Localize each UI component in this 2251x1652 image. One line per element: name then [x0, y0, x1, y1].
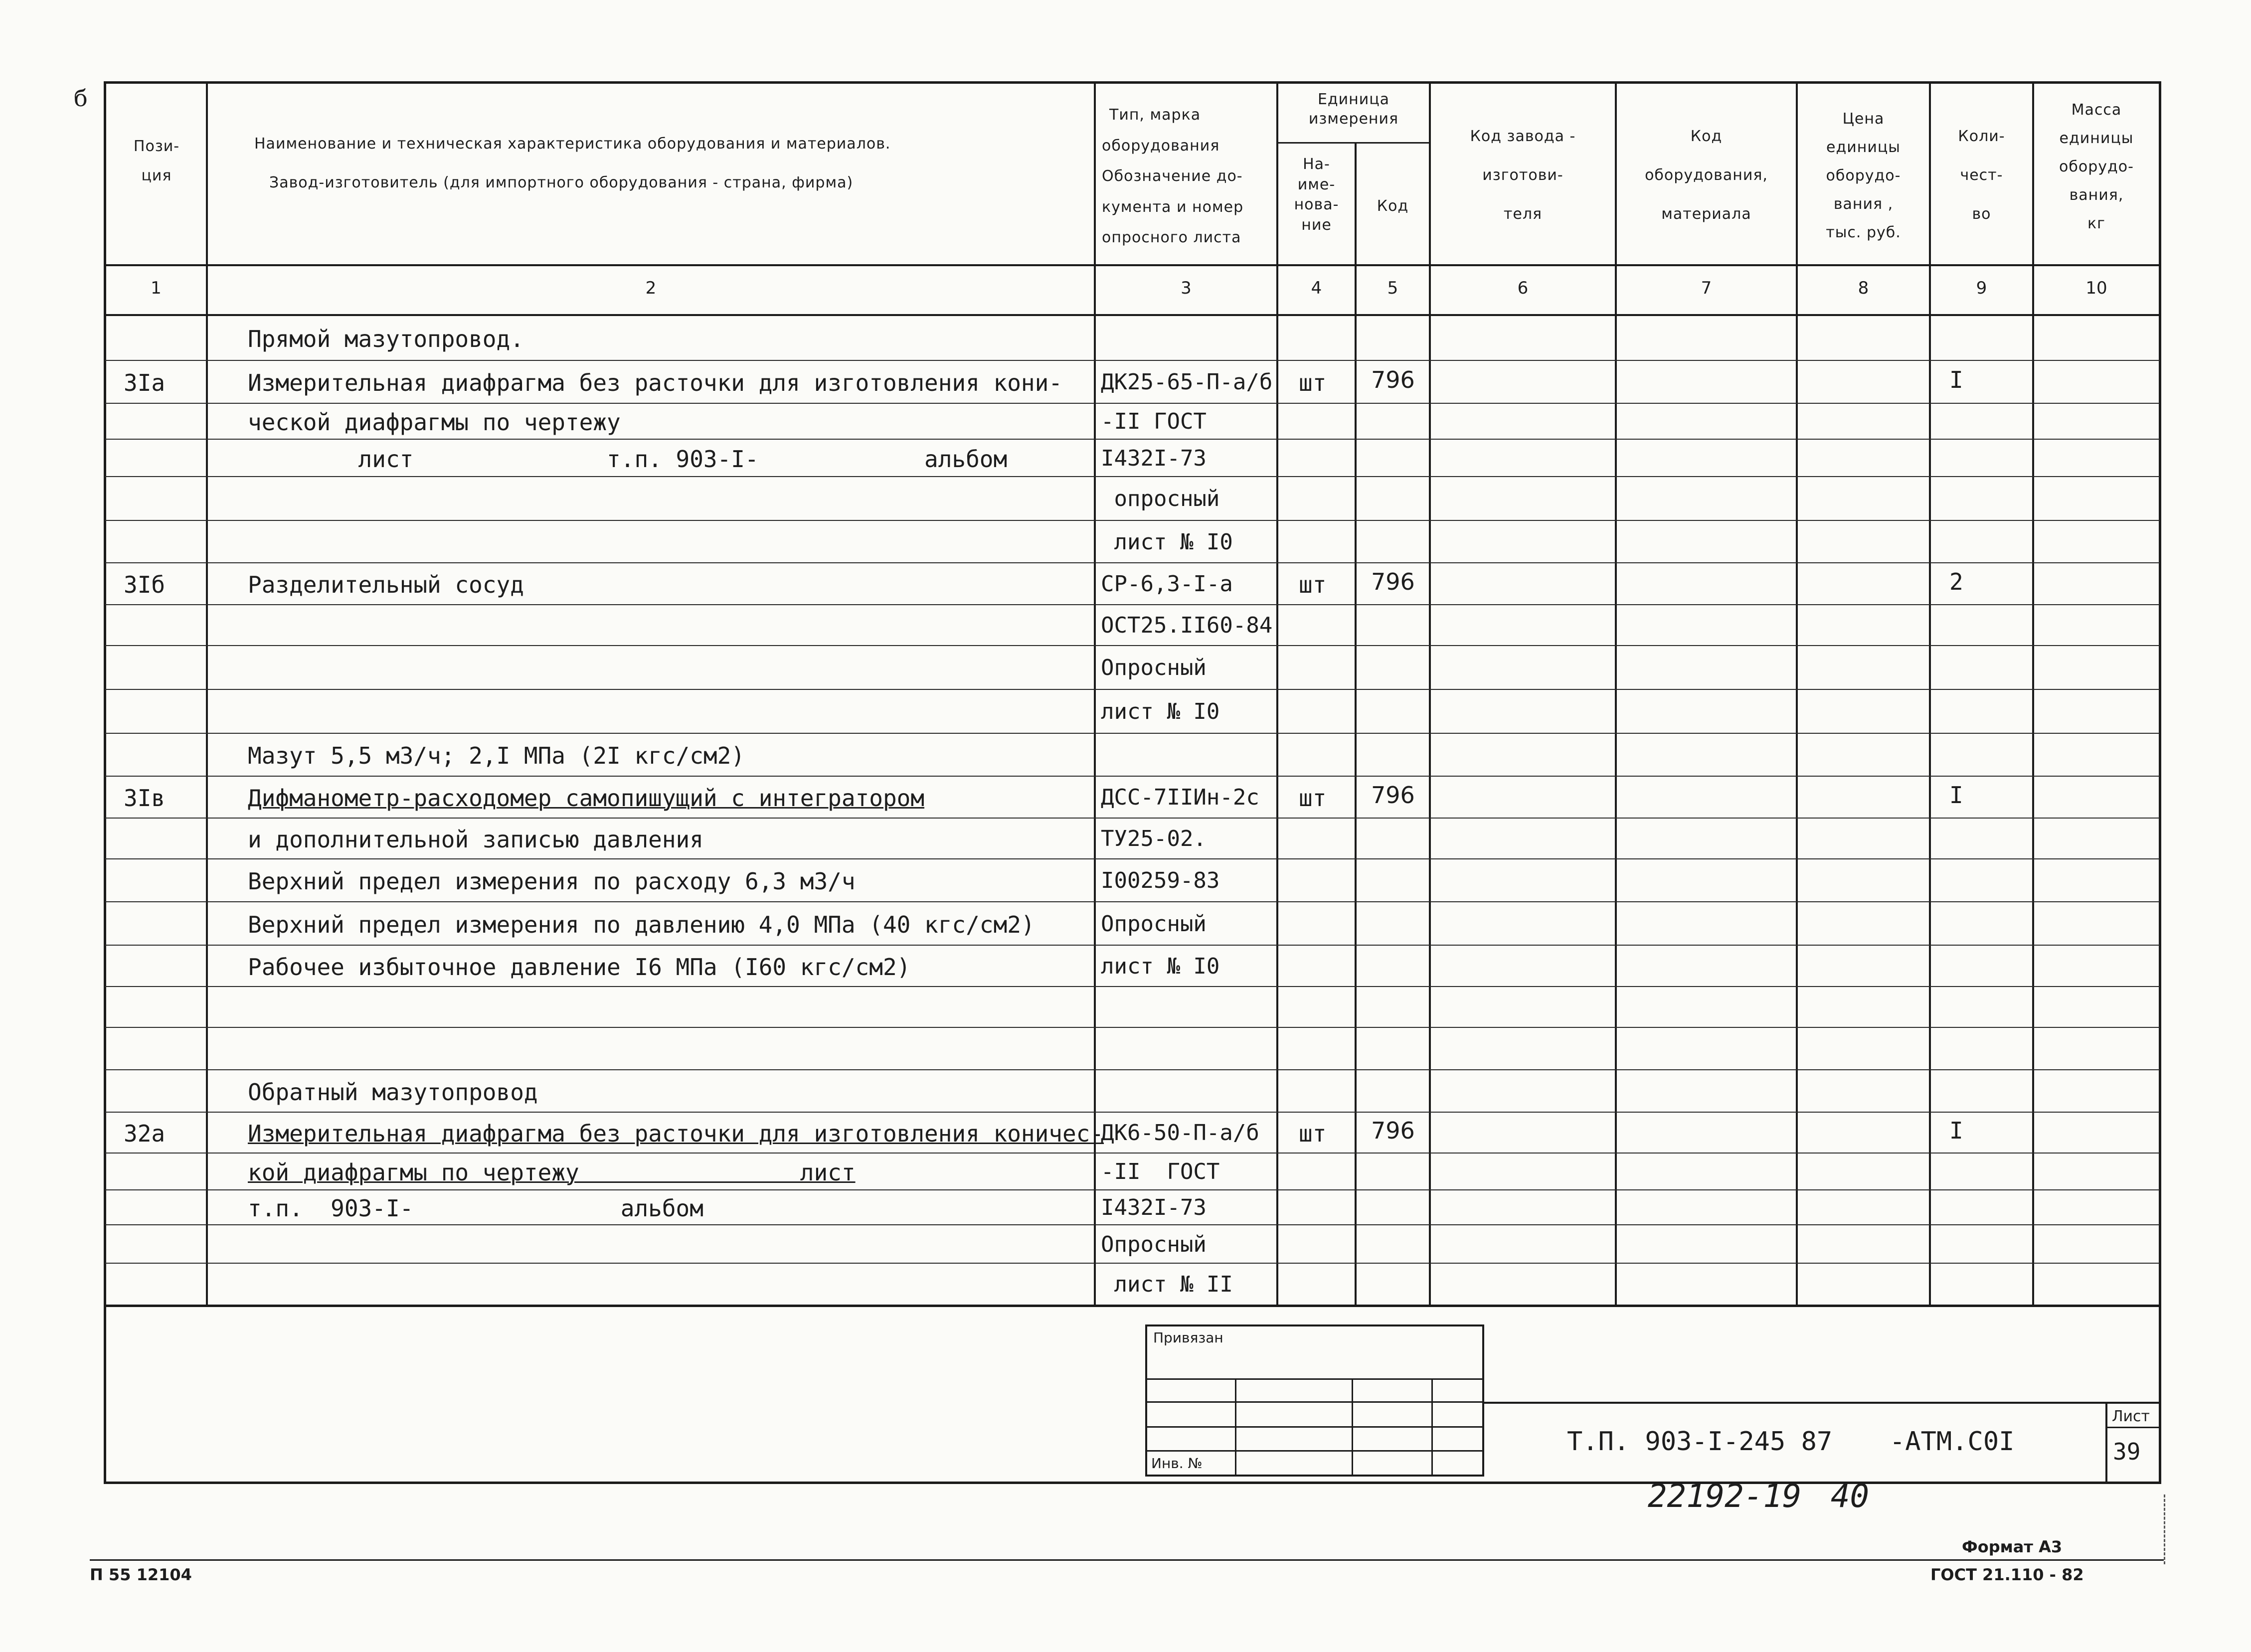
- row-quantity: I: [1949, 366, 1963, 393]
- row-divider: [105, 1069, 2160, 1070]
- row-type: I00259-83: [1101, 868, 1220, 893]
- col-sep-5: [1429, 81, 1431, 1306]
- header-quantity: [1931, 117, 2032, 234]
- header-type-line: кумента и номер: [1102, 198, 1244, 216]
- cut-mark: [2164, 1494, 2165, 1564]
- header-equipment-code-line: оборудования,: [1645, 166, 1768, 184]
- header-unit-name-line: ние: [1301, 216, 1332, 234]
- row-name: ческой диафрагмы по чертежу: [248, 409, 621, 436]
- row-type: ОСТ25.II60-84: [1101, 613, 1273, 638]
- header-unit-name-line: нова-: [1294, 196, 1339, 213]
- row-type: ДК25-65-П-а/б: [1101, 369, 1273, 395]
- stamp-line: [1147, 1426, 1484, 1428]
- row-name: Измерительная диафрагма без расточки для изготовления коничес-: [248, 1120, 1104, 1147]
- row-name: Дифманометр-расходомер самопишущий с интегратором: [248, 785, 925, 812]
- header-type-line: опросного листа: [1102, 229, 1241, 246]
- stamp-vline: [1431, 1378, 1433, 1477]
- column-number: 8: [1858, 278, 1869, 298]
- header-unit-name-line: име-: [1297, 175, 1336, 193]
- body-bottom-border: [105, 1305, 2161, 1307]
- col-sep-9: [2032, 81, 2034, 1306]
- row-type: ДСС-7IIИн-2с: [1101, 785, 1259, 810]
- row-unit: шт: [1299, 571, 1327, 598]
- header-mass-line: кг: [2087, 215, 2105, 232]
- doc-code: Т.П. 903-I-245 87: [1567, 1427, 1833, 1457]
- column-number: 3: [1181, 278, 1192, 298]
- row-divider: [105, 1189, 2160, 1190]
- row-divider: [105, 858, 2160, 859]
- header-position-line: ция: [141, 166, 172, 184]
- header-quantity-line: чест-: [1960, 166, 2003, 184]
- stamp-line: [1147, 1401, 1484, 1403]
- row-divider: [105, 776, 2160, 777]
- row-type: Опросный: [1101, 655, 1207, 680]
- row-divider: [105, 403, 2160, 404]
- row-unit: шт: [1299, 785, 1327, 812]
- row-divider: [105, 1263, 2160, 1264]
- row-name: Измерительная диафрагма без расточки для изготовления кони-: [248, 369, 1062, 396]
- row-position: 3Iа: [124, 369, 166, 396]
- header-price-line: оборудо-: [1826, 167, 1901, 184]
- header-factory-code-line: теля: [1503, 205, 1543, 223]
- stamp-inv-no: Инв. №: [1151, 1455, 1203, 1472]
- approval-stamp: [1145, 1324, 1484, 1477]
- doc-suffix: -АТМ.С0I: [1890, 1427, 2015, 1457]
- header-unit-group: [1278, 90, 1429, 129]
- row-type: -II ГОСТ: [1101, 409, 1207, 434]
- row-unit-code: 796: [1371, 1117, 1415, 1144]
- col-sep-4: [1355, 142, 1357, 1306]
- row-divider: [105, 645, 2160, 646]
- header-mass: [2034, 96, 2159, 238]
- header-price-line: вания ,: [1833, 195, 1894, 213]
- row-type: лист № I0: [1101, 954, 1220, 979]
- row-type: I432I-73: [1101, 446, 1207, 471]
- sheet-box-divider: [2105, 1427, 2159, 1428]
- row-quantity: 2: [1949, 568, 1963, 595]
- header-name-line: Наименование и техническая характеристика оборудования и материалов.: [254, 135, 891, 153]
- row-unit-code: 796: [1371, 568, 1415, 595]
- sheet-number: 39: [2113, 1438, 2141, 1465]
- footer-left-code: П 55 12104: [90, 1565, 192, 1584]
- stamp-vline: [1352, 1378, 1353, 1477]
- header-unit-group-line: Единица: [1317, 91, 1390, 108]
- row-divider: [105, 520, 2160, 521]
- row-name: Рабочее избыточное давление I6 МПа (I60 кгс/см2): [248, 954, 911, 981]
- sheet-label: Лист: [2112, 1408, 2150, 1425]
- row-position: 3Iб: [124, 571, 166, 598]
- header-unit-code: Код: [1377, 197, 1409, 215]
- row-divider: [105, 1153, 2160, 1154]
- row-divider: [105, 733, 2160, 734]
- column-number: 4: [1311, 278, 1322, 298]
- col-sep-3: [1276, 81, 1278, 1306]
- column-number: 5: [1387, 278, 1398, 298]
- row-type: ДК6-50-П-а/б: [1101, 1120, 1259, 1146]
- row-divider: [105, 689, 2160, 690]
- header-bottom-border: [105, 264, 2161, 266]
- header-type: [1102, 100, 1276, 253]
- row-quantity: I: [1949, 1117, 1963, 1144]
- handwritten-number: 22192-19: [1648, 1478, 1802, 1515]
- row-name: Мазут 5,5 м3/ч; 2,I МПа (2I кгс/см2): [248, 742, 745, 769]
- row-name: Верхний предел измерения по давлению 4,0 МПа (40 кгс/см2): [248, 911, 1035, 938]
- row-quantity: I: [1949, 782, 1963, 809]
- header-name: [254, 125, 1092, 202]
- row-divider: [105, 1224, 2160, 1225]
- footer-gost: ГОСТ 21.110 - 82: [1930, 1565, 2084, 1584]
- row-divider: [105, 439, 2160, 440]
- header-price-line: Цена: [1842, 110, 1885, 128]
- column-number: 2: [645, 278, 657, 298]
- row-name: лист т.п. 903-I- альбом: [248, 446, 1008, 473]
- row-type: Опросный: [1101, 911, 1207, 937]
- row-name: и дополнительной записью давления: [248, 826, 703, 853]
- row-name: Разделительный сосуд: [248, 571, 524, 598]
- header-mass-line: Масса: [2071, 101, 2122, 119]
- row-name: Обратный мазутопровод: [248, 1079, 538, 1106]
- row-divider: [105, 476, 2160, 477]
- header-type-line: оборудования: [1102, 137, 1220, 155]
- table-top-border: [105, 81, 2161, 84]
- column-number: 7: [1701, 278, 1712, 298]
- row-divider: [105, 945, 2160, 946]
- colnum-bottom-border: [105, 314, 2161, 316]
- row-divider: [105, 901, 2160, 902]
- header-equipment-code: [1617, 117, 1796, 234]
- row-divider: [105, 1027, 2160, 1028]
- header-mass-line: оборудо-: [2059, 158, 2134, 175]
- stamp-line: [1147, 1378, 1484, 1380]
- row-type: ТУ25-02.: [1101, 826, 1207, 851]
- col-sep-6: [1615, 81, 1617, 1306]
- header-unit-name-line: На-: [1303, 156, 1330, 173]
- row-type: лист № II: [1101, 1272, 1233, 1297]
- header-mass-line: вания,: [2069, 186, 2124, 204]
- row-type: I432I-73: [1101, 1195, 1207, 1220]
- header-factory-code: [1431, 117, 1615, 234]
- row-name: т.п. 903-I- альбом: [248, 1195, 703, 1222]
- row-divider: [105, 360, 2160, 361]
- row-position: 3Iв: [124, 785, 166, 812]
- row-type: Опросный: [1101, 1232, 1207, 1257]
- header-price-line: единицы: [1826, 139, 1901, 156]
- stamp-privyazan: Привязан: [1153, 1329, 1223, 1346]
- column-number: 10: [2085, 278, 2107, 298]
- row-type: лист № I0: [1101, 699, 1220, 724]
- row-name: Прямой мазутопровод.: [248, 326, 524, 352]
- row-name: Верхний предел измерения по расходу 6,3 м3/ч: [248, 868, 856, 895]
- sheet-box-left: [2105, 1402, 2107, 1482]
- row-unit-code: 796: [1371, 782, 1415, 809]
- header-price: [1798, 105, 1929, 247]
- footer-format: Формат А3: [1962, 1537, 2063, 1556]
- header-quantity-line: во: [1972, 205, 1991, 223]
- stamp-line: [1147, 1450, 1484, 1452]
- stamp-vline: [1235, 1378, 1236, 1477]
- col-sep-7: [1796, 81, 1798, 1306]
- header-type-line: Обозначение до-: [1102, 167, 1243, 185]
- header-quantity-line: Коли-: [1958, 128, 2005, 145]
- header-price-line: тыс. руб.: [1826, 224, 1901, 241]
- column-number: 9: [1976, 278, 1987, 298]
- column-number: 6: [1517, 278, 1529, 298]
- row-position: 32а: [124, 1120, 166, 1147]
- col-sep-8: [1929, 81, 1931, 1306]
- row-type: СР-6,3-I-а: [1101, 571, 1233, 597]
- unit-group-divider: [1277, 142, 1430, 144]
- col-sep-1: [206, 81, 208, 1306]
- column-number: 1: [151, 278, 162, 298]
- header-equipment-code-line: Код: [1690, 128, 1723, 145]
- row-divider: [105, 1112, 2160, 1113]
- corner-mark: б: [74, 85, 88, 112]
- header-position-line: Пози-: [133, 138, 180, 155]
- header-name-line: Завод-изготовитель (для импортного оборудования - страна, фирма): [269, 174, 854, 191]
- row-divider: [105, 562, 2160, 563]
- handwritten-page: 40: [1831, 1478, 1870, 1515]
- row-type: лист № I0: [1101, 529, 1233, 555]
- row-unit-code: 796: [1371, 366, 1415, 393]
- header-factory-code-line: изготови-: [1482, 166, 1563, 184]
- frame-right-border: [2159, 81, 2161, 1484]
- footer-rule: [90, 1559, 2164, 1561]
- header-position: [107, 132, 206, 190]
- header-unit-name: [1278, 155, 1355, 235]
- row-type: опросный: [1101, 486, 1220, 511]
- row-divider: [105, 604, 2160, 605]
- row-type: -II ГОСТ: [1101, 1159, 1220, 1184]
- row-name: кой диафрагмы по чертежу лист: [248, 1159, 856, 1186]
- header-mass-line: единицы: [2059, 130, 2134, 147]
- header-unit-group-line: измерения: [1308, 110, 1399, 128]
- row-divider: [105, 986, 2160, 987]
- row-unit: шт: [1299, 1120, 1327, 1147]
- header-type-line: Тип, марка: [1109, 106, 1201, 124]
- title-block-top: [1484, 1402, 2160, 1404]
- row-divider: [105, 818, 2160, 819]
- header-factory-code-line: Код завода -: [1470, 128, 1576, 145]
- row-unit: шт: [1299, 369, 1327, 396]
- header-equipment-code-line: материала: [1661, 205, 1751, 223]
